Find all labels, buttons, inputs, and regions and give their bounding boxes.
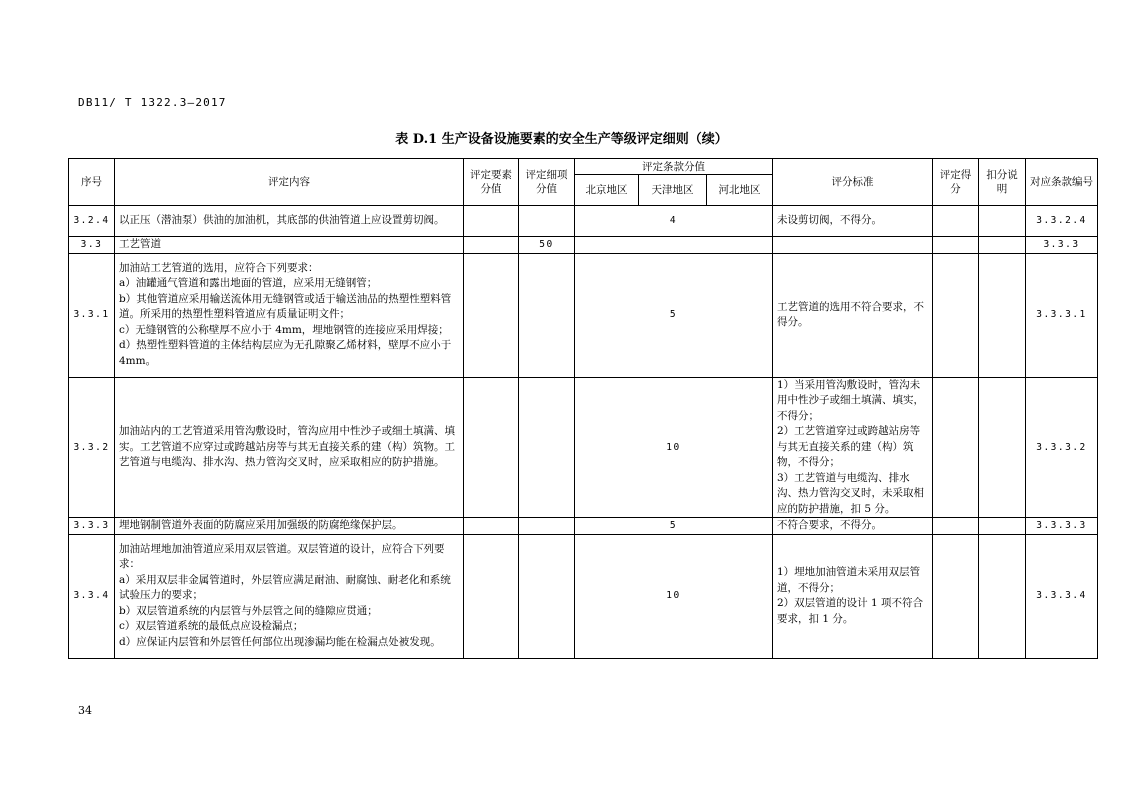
header-criteria: 评分标准 [773,159,933,206]
text-line: 1）埋地加油管道未采用双层管道，不得分； [777,566,921,594]
row-element-score [464,237,519,254]
row-rated-score [933,237,979,254]
header-seq: 序号 [69,159,115,206]
table-row [69,206,1098,237]
row-criteria [773,253,933,377]
row-clause-no: 3.3.3.1 [1026,253,1098,377]
standard-code: DB11/ T 1322.3—2017 [78,96,227,109]
row-deduction-note [979,237,1026,254]
row-item-score [519,206,575,237]
text-line: d）热塑性塑料管道的主体结构层应为无孔隙聚乙烯材料，壁厚不应小于 4mm。 [119,339,452,367]
header-element-score: 评定要素分值 [464,159,519,206]
text-line: c）双层管道系统的最低点应设检漏点； [119,620,304,633]
row-seq: 3.3 [69,237,115,254]
row-clause-no: 3.3.3.4 [1026,534,1098,658]
text-line: 不符合要求，不得分。 [777,519,882,531]
row-clause-no: 3.3.3.2 [1026,377,1098,518]
text-line: 加油站内的工艺管道采用管沟敷设时，管沟应用中性沙子或细土填满、填实。工艺管道不应穿过或跨越站房等与其无直接关系的建（构）筑物。工艺管道与电缆沟、排水沟、热力管沟交叉时，应采取相应的防护措施。 [119,425,455,468]
row-deduction-note [979,253,1026,377]
header-deduction-note: 扣分说明 [979,159,1026,206]
row-rated-score [933,534,979,658]
row-criteria [773,534,933,658]
row-seq: 3.3.3 [69,518,115,535]
header-clause-no: 对应条款编号 [1026,159,1098,206]
text-line: 以正压（潜油泵）供油的加油机，其底部的供油管道上应设置剪切阀。 [119,214,445,227]
text-line: b）其他管道应采用输送流体用无缝钢管或适于输送油品的热塑性塑料管道。所采用的热塑性塑料管道应有质量证明文件； [119,292,452,321]
text-line: 工艺管道的选用不符合要求，不得分。 [777,300,924,328]
row-rated-score [933,377,979,518]
text-line: 加油站埋地加油管道应采用双层管道。双层管道的设计，应符合下列要求： [119,542,445,571]
row-item-score [519,377,575,518]
page-number: 34 [78,704,92,717]
row-content [115,253,464,377]
row-content [115,534,464,658]
row-item-score [519,253,575,377]
text-line: b）双层管道系统的内层管与外层管之间的缝隙应贯通； [119,604,378,617]
row-element-score [464,518,519,535]
table-row [69,253,1098,377]
row-rated-score [933,518,979,535]
row-clause-score: 4 [575,206,773,237]
header-tianjin: 天津地区 [639,175,707,206]
header-hebei: 河北地区 [707,175,773,206]
row-criteria [773,377,933,518]
text-line: 工艺管道 [119,238,161,250]
table-title: 表 D.1 生产设备设施要素的安全生产等级评定细则（续） [395,132,728,147]
row-deduction-note [979,377,1026,518]
row-seq: 3.3.4 [69,534,115,658]
text-line: 3）工艺管道与电缆沟、排水沟、热力管沟交叉时，未采取相应的防护措施，扣 5 分。 [777,471,924,515]
row-rated-score [933,206,979,237]
text-line: 未设剪切阀，不得分。 [777,214,882,227]
row-element-score [464,534,519,658]
row-seq: 3.2.4 [69,206,115,237]
row-clause-no: 3.3.3.3 [1026,518,1098,535]
row-clause-no: 3.3.2.4 [1026,206,1098,237]
row-clause-score: 10 [575,377,773,518]
row-seq: 3.3.2 [69,377,115,518]
row-deduction-note [979,534,1026,658]
row-clause-score: 5 [575,518,773,535]
text-line: 加油站工艺管道的选用，应符合下列要求： [119,261,319,274]
row-content [115,518,464,535]
row-item-score: 50 [519,237,575,254]
row-content [115,377,464,518]
row-content [115,237,464,254]
text-line: 2）工艺管道穿过或跨越站房等与其无直接关系的建（构）筑物，不得分； [777,425,921,468]
row-rated-score [933,253,979,377]
row-criteria [773,237,933,254]
text-line: a）采用双层非金属管道时，外层管应满足耐油、耐腐蚀、耐老化和系统试验压力的要求； [119,573,451,602]
header-clause-score: 评定条款分值 [575,159,773,175]
row-criteria [773,518,933,535]
header-beijing: 北京地区 [575,175,639,206]
header-item-score: 评定细项分值 [519,159,575,206]
table-row [69,534,1098,658]
row-content [115,206,464,237]
text-line: d）应保证内层管和外层管任何部位出现渗漏均能在检漏点处被发现。 [119,635,441,648]
header-content: 评定内容 [115,159,464,206]
text-line: 1）当采用管沟敷设时，管沟未用中性沙子或细土填满、填实，不得分； [777,378,924,422]
row-deduction-note [979,206,1026,237]
text-line: 2）双层管道的设计 1 项不符合要求，扣 1 分。 [777,597,924,625]
text-line: 埋地钢制管道外表面的防腐应采用加强级的防腐绝缘保护层。 [119,519,403,531]
row-seq: 3.3.1 [69,253,115,377]
row-element-score [464,253,519,377]
row-clause-score: 10 [575,534,773,658]
row-element-score [464,377,519,518]
table-row [69,377,1098,518]
row-clause-score [575,237,773,254]
text-line: a）油罐通气管道和露出地面的管道，应采用无缝钢管； [119,277,378,290]
row-clause-no: 3.3.3 [1026,237,1098,254]
row-clause-score: 5 [575,253,773,377]
row-item-score [519,518,575,535]
row-element-score [464,206,519,237]
evaluation-table [68,158,1098,659]
row-criteria [773,206,933,237]
row-deduction-note [979,518,1026,535]
table-row [69,518,1098,535]
text-line: c）无缝钢管的公称壁厚不应小于 4mm，埋地钢管的连接应采用焊接； [119,323,449,336]
table-row [69,237,1098,254]
header-rated-score: 评定得分 [933,159,979,206]
row-item-score [519,534,575,658]
